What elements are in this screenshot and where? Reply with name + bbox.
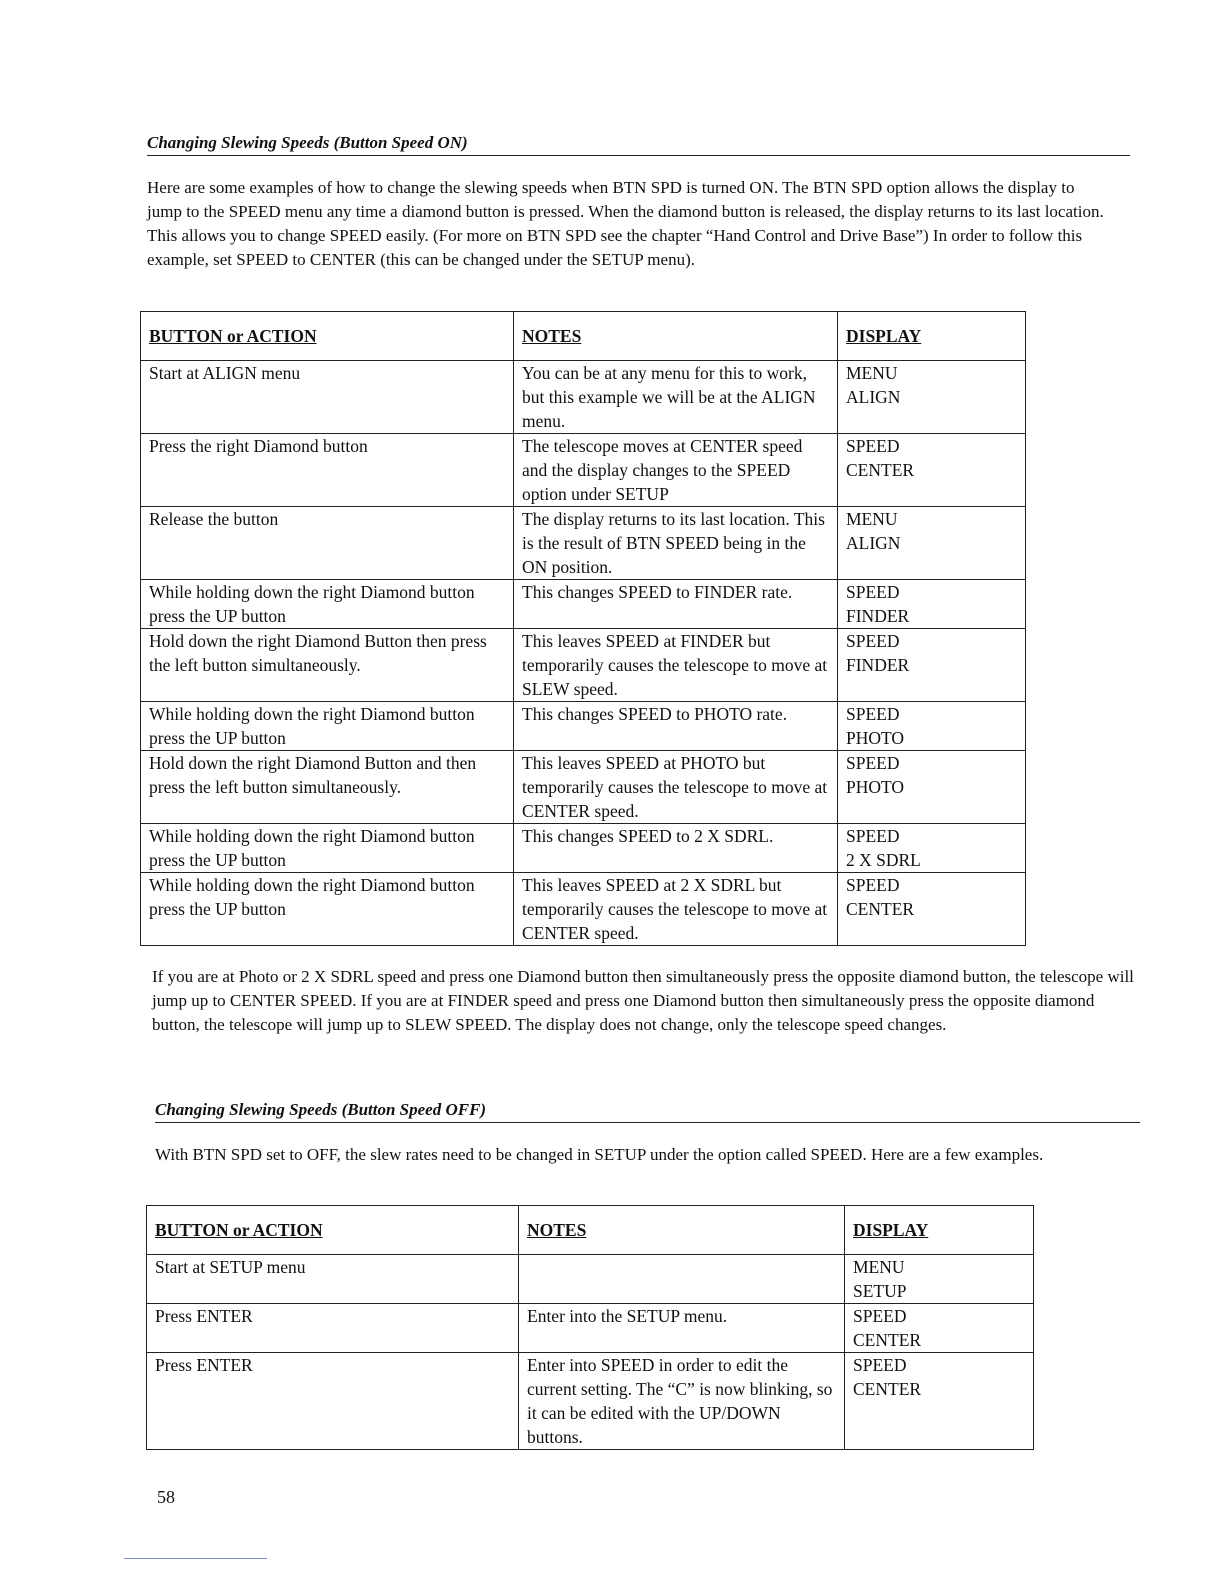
heading-text: Changing Slewing Speeds (Button Speed OFF): [155, 1100, 487, 1119]
cell-notes: This leaves SPEED at FINDER but temporarily causes the telescope to move at SLEW speed.: [514, 629, 838, 702]
cell-action: While holding down the right Diamond button press the UP button: [141, 580, 514, 629]
display-line: SPEED: [846, 875, 900, 895]
cell-display: [838, 507, 1026, 580]
table-row: [141, 824, 1026, 873]
display-line: ALIGN: [846, 387, 901, 407]
page-number: 58: [157, 1487, 175, 1507]
header-notes: NOTES: [519, 1206, 845, 1255]
heading-text: Changing Slewing Speeds (Button Speed ON): [147, 133, 468, 152]
display-line: 2 X SDRL: [846, 850, 921, 870]
table-row: [141, 873, 1026, 946]
display-line: CENTER: [853, 1379, 922, 1399]
header-notes: NOTES: [514, 312, 838, 361]
table-row: [141, 751, 1026, 824]
speed-on-table: [140, 311, 1026, 946]
display-line: ALIGN: [846, 533, 901, 553]
cell-notes: This changes SPEED to 2 X SDRL.: [514, 824, 838, 873]
section-heading-button-speed-on: [147, 133, 1130, 156]
cell-notes: You can be at any menu for this to work, but this example we will be at the ALIGN menu.: [514, 361, 838, 434]
display-line: PHOTO: [846, 777, 905, 797]
table-row: [141, 580, 1026, 629]
cell-notes: Enter into SPEED in order to edit the current setting. The “C” is now blinking, so it can be edited with the UP/DOWN buttons.: [519, 1353, 845, 1450]
display-line: SPEED: [846, 753, 900, 773]
cell-notes: This changes SPEED to FINDER rate.: [514, 580, 838, 629]
cell-action: Press ENTER: [147, 1353, 519, 1450]
table-row: [141, 434, 1026, 507]
cell-action: Start at ALIGN menu: [141, 361, 514, 434]
cell-notes: This leaves SPEED at 2 X SDRL but temporarily causes the telescope to move at CENTER speed.: [514, 873, 838, 946]
table-row: [141, 629, 1026, 702]
cell-notes: The telescope moves at CENTER speed and the display changes to the SPEED option under SETUP: [514, 434, 838, 507]
display-line: CENTER: [846, 899, 915, 919]
display-line: CENTER: [846, 460, 915, 480]
display-line: MENU: [846, 363, 898, 383]
display-line: MENU: [853, 1257, 905, 1277]
cell-action: Press the right Diamond button: [141, 434, 514, 507]
cell-action: Release the button: [141, 507, 514, 580]
display-line: SPEED: [846, 704, 900, 724]
cell-display: [838, 361, 1026, 434]
display-line: SPEED: [853, 1355, 907, 1375]
cell-notes: This leaves SPEED at PHOTO but temporarily causes the telescope to move at CENTER speed.: [514, 751, 838, 824]
display-line: SETUP: [853, 1281, 907, 1301]
cell-notes: The display returns to its last location. This is the result of BTN SPEED being in the ON position.: [514, 507, 838, 580]
display-line: SPEED: [853, 1306, 907, 1326]
cell-display: [838, 629, 1026, 702]
cell-display: [838, 580, 1026, 629]
cell-display: [845, 1353, 1034, 1450]
cell-action: While holding down the right Diamond button press the UP button: [141, 873, 514, 946]
header-display: DISPLAY: [838, 312, 1026, 361]
cell-display: [838, 751, 1026, 824]
table-header-row: [141, 312, 1026, 361]
cell-display: [838, 434, 1026, 507]
display-line: PHOTO: [846, 728, 905, 748]
table-row: [141, 507, 1026, 580]
display-line: SPEED: [846, 582, 900, 602]
header-action: BUTTON or ACTION: [141, 312, 514, 361]
table-row: [141, 361, 1026, 434]
cell-notes: Enter into the SETUP menu.: [519, 1304, 845, 1353]
display-line: CENTER: [853, 1330, 922, 1350]
cell-action: Press ENTER: [147, 1304, 519, 1353]
table-row: [147, 1353, 1034, 1450]
header-action: BUTTON or ACTION: [147, 1206, 519, 1255]
cell-notes: This changes SPEED to PHOTO rate.: [514, 702, 838, 751]
cell-display: [838, 873, 1026, 946]
cell-notes: [519, 1255, 845, 1304]
cell-action: Hold down the right Diamond Button then press the left button simultaneously.: [141, 629, 514, 702]
section-heading-button-speed-off: [155, 1100, 1140, 1123]
bottom-rule: [124, 1558, 267, 1559]
cell-action: Hold down the right Diamond Button and then press the left button simultaneously.: [141, 751, 514, 824]
display-line: MENU: [846, 509, 898, 529]
speed-on-table-body: [141, 361, 1026, 946]
table-row: [141, 702, 1026, 751]
display-line: SPEED: [846, 631, 900, 651]
display-line: FINDER: [846, 606, 910, 626]
cell-display: [845, 1304, 1034, 1353]
display-line: SPEED: [846, 826, 900, 846]
speed-off-table: [146, 1205, 1034, 1450]
intro-paragraph-2: With BTN SPD set to OFF, the slew rates need to be changed in SETUP under the option called SPEED. Here are a few examples.: [155, 1145, 1044, 1164]
table-row: [147, 1304, 1034, 1353]
cell-action: While holding down the right Diamond button press the UP button: [141, 702, 514, 751]
speed-off-table-body: [147, 1255, 1034, 1450]
after-table-paragraph: If you are at Photo or 2 X SDRL speed and press one Diamond button then simultaneously press the opposite diamond button, the telescope will jump up to CENTER SPEED. If you are at FINDER speed and press one Diamond button then simultaneously press the opposite diamond button, the telescope will jump up to SLEW SPEED. The display does not change, only the telescope speed changes.: [152, 967, 1134, 1034]
cell-action: While holding down the right Diamond button press the UP button: [141, 824, 514, 873]
display-line: FINDER: [846, 655, 910, 675]
display-line: SPEED: [846, 436, 900, 456]
cell-display: [845, 1255, 1034, 1304]
table-header-row: [147, 1206, 1034, 1255]
cell-display: [838, 702, 1026, 751]
table-row: [147, 1255, 1034, 1304]
cell-display: [838, 824, 1026, 873]
header-display: DISPLAY: [845, 1206, 1034, 1255]
cell-action: Start at SETUP menu: [147, 1255, 519, 1304]
intro-paragraph-1: Here are some examples of how to change the slewing speeds when BTN SPD is turned ON. The BTN SPD option allows the display to jump to the SPEED menu any time a diamond button is pressed. When the diamond button is released, the display returns to its last location. This allows you to change SPEED easily. (For more on BTN SPD see the chapter “Hand Control and Drive Base”) In order to follow this example, set SPEED to CENTER (this can be changed under the SETUP menu).: [147, 178, 1104, 269]
